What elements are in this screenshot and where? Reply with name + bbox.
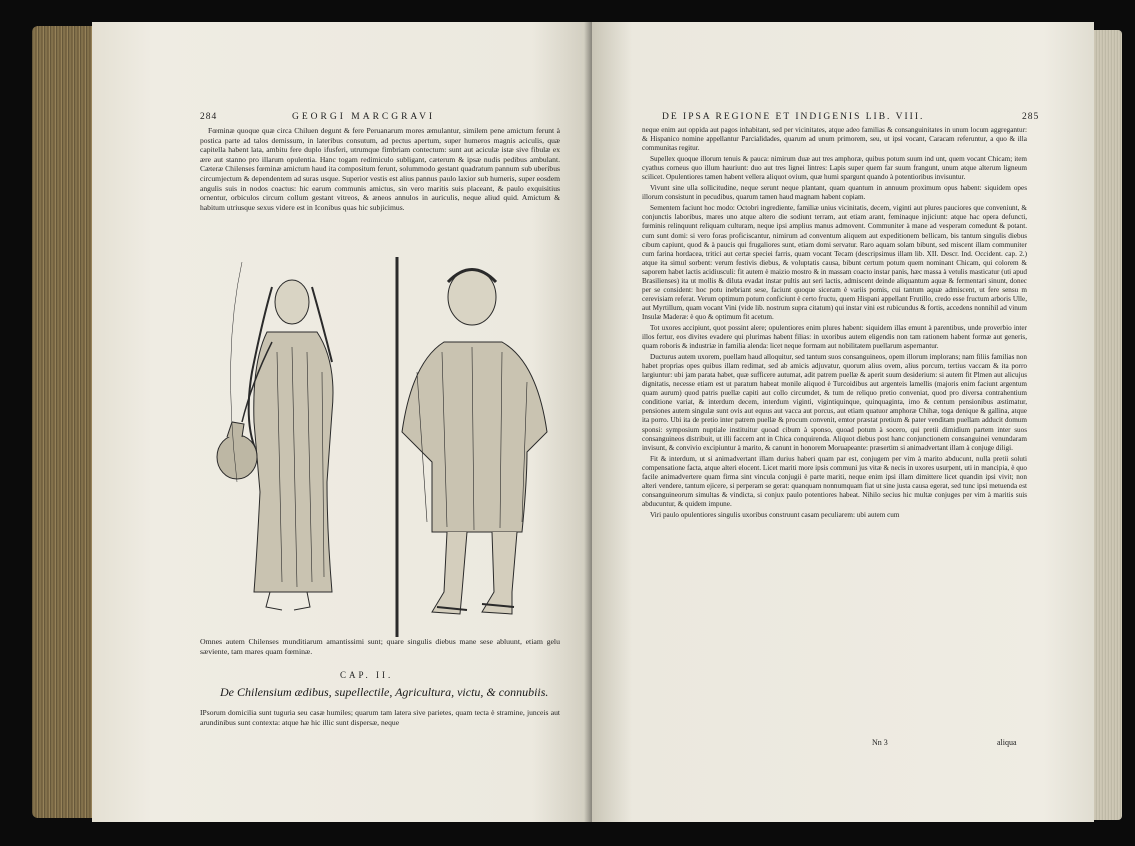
right-paragraph: Ducturus autem uxorem, puellam haud alloquitur, sed tantum suos consanguineos, opem illorum implorans; nam filiis familias non habet proprias opes quibus illam redimat, sed ab amicis adjuvatur, quorum alius ovem, alius porcum, tertius vaccam & ita porro largiuntur: ubi jam parata habet, quæ sufficere autumat, adit patrem puellæ & aperit suum desiderium: si autem fit Plmen aut alicujus dignitatis, necesse etiam est ut paratum habeat monile aliquod è Turcoidibus aut argenteis lamellis (majoris enim faciunt argentum quam aurum) quod patris puellæ capiti aut collo circumdet, & tum de reliquo pretio conveniat, quod pro diversa contrahentium conditione variat, & interdum decem, interdum viginti, vigintiquinque, quinquaginta, imo & centum pensionibus æstimatur, pensiones autem singulæ sunt ovis aut equus aut vacca aut porcus, aut etiam quatuor amphoræ Chihæ, toga denique & gallina, atque ita porro. Ubi ita de pretio inter patrem puellæ & procum convenit, emtor præstat pretium & pater venditam puellam adducit domum sponsi: symposium nuptiale instituitur quoad cibum à sponso, quoad potum à socero, qui pretii dimidium partem inter suos consanguineos distribuit, ut illi faccem ant in Chica conquirenda. Aliquot diebus post hanc conjunctionem consanguinei venundaram invisunt, & convivio excipiuntur à marito, & canunt in honorem Moruapeante: præsertim si animadvertant illam à conjuge diligi. <box>642 353 1027 452</box>
right-running-title: DE IPSA REGIONE ET INDIGENIS LIB. VIII. <box>662 112 925 122</box>
right-paragraph: Sementem faciunt hoc modo: Octobri ingrediente, familiæ unius vicinitatis, decem, viginti aut plures pauciores que conveniunt, & conjunctis laboribus, mares uno atque altero die sodiunt terram, aut etiam arant, feminaque injiciunt: atque hac opera defuncti, fœminis relinquunt reliquam culturam, neque ipsi amplius manus admovent. Communiter à mane ad vesperam comedunt & potant. cum sunt domi: si vero foras proficiscantur, nimirum ad conventum aliquem aut expeditionem bellicam, bis tantum singulis diebus cibum capiunt, quod & à paucis qui frugaliores sunt, etiam domi servatur. Raro aquam solam bibunt, sed miscent illam communiter cum farina hordacea, tritici aut certæ speciei farris, quam vocant Tecam (descripsimus illam lib. XII. Descr. Ind. Occident. cap. 2.) atque ita simul sorbent: verum festivis diebus, & voluptatis causa, bibunt certum potum quem nominant Chicam, qui colorem & saporem habet lactis acidiusculi: fit autem è maizio mostro & in massam coacto instar panis, hæc massa à vetulis masticatur (uti apud Brasilienses) ita ut mollis & diluta evadat instar pultis aut seri lactis, admiscent deinde aliquantum aquæ & fermentari sinunt, donec per se consident: hoc potu inebriant sese, faciunt quoque siceram è variis pomis, cui tantum aquæ admiscent, ut fere sensu m cerevisiam referat. Verum optimum potum conficiunt è certo fructu, quem Hispani appellant Frutillo, credo esse fructum arboris Ulle, aut Myrtillum, quam vocant Vini (vide lib. nostrum supra citatum) qui instar vini est rubicundus & fortis, accedens nonnihil ad vinum Insulæ Maderæ: è quo & optimum fit acetum. <box>642 204 1027 321</box>
right-paragraph: Tot uxores accipiunt, quot possint alere; opulentiores enim plures habent: siquidem illas emunt à parentibus, unde proverbio inter illos fertur, eos divites evadere qui plurimas habent filias: in uxoribus autem eligendis non tam rationem habent formæ aut generis, quam roboris & industriæ in familia alenda: licet neque formam aut nobilitatem puellarum aspernantur. <box>642 323 1027 351</box>
right-paragraph: Vivunt sine ulla sollicitudine, neque serunt neque plantant, quam quantum in annuum proximum opus habent: siquidem opes illorum consistunt in pecudibus, quarum tamen haud magnam habent copiam. <box>642 184 1027 202</box>
right-paragraph: Viri paulo opulentiores singulis uxoribus construunt casam peculiarem: ubi autem cum <box>650 510 900 519</box>
left-intro-text <box>200 126 560 226</box>
right-body-text <box>642 126 1027 734</box>
left-intro-paragraph: Fœminæ quoque quæ circa Chiluen degunt & fere Peruanarum mores æmulantur, similem pene amictum ferunt à postica parte ad talos demissum, in lateribus consutum, ad pectus apertum, super humeros magnis aciculis, quæ capitella habent lata, ambitu fere duplo ifusferi, utrumque fimbriam contectum: sunt aut aciculæ istæ sive fibulæ ex ære aut stanno pro illarum opulentia. Hanc togam redimiculo subligant, cæterum & ipsæ nudis pedibus ambulant. Cæteræ Chilenses fœminæ amictum haud ita compositum ferunt, solummodo gestant quadratum pannum sub uberibus circumjectum & dependentem ad suras usque. Superior vestis est alius pannus paulo laxior sub humeris, super eosdem angulis suis in nodos coactus: hic earum communis amictus, sin vero maritis suis placeant, & paulo exquisitius ornentur, orbiculos circum collum gestant vitreos, & æneos annulos in auriculis, neque aliud quid. Amictum & habitum utriusque sexus videre est in Iconibus quas hic subjicimus. <box>200 126 560 212</box>
woodcut-illustration-icon <box>182 232 572 637</box>
right-paragraph: neque enim aut oppida aut pagos inhabitant, sed per vicinitates, atque adeo familias & consanguinitates in unum locum aggregantur: & Hispanico nomine appellantur Parcialidades, quarum ad unum primorem, seu, ut ipsi vocant, Caracam referuntur, a quo & illa communitas regitur. <box>642 126 1027 153</box>
signature-mark: Nn 3 <box>872 738 888 747</box>
chapter-opening-paragraph: IPsorum domicilia sunt tuguria seu casæ humiles; quarum tam latera sive parietes, quam tecta è stramine, junceis aut arundinibus sunt contexta: atque hæ hic illic sunt dispersæ, neque <box>200 708 560 727</box>
right-page-number: 285 <box>1022 112 1040 122</box>
page-edges-right <box>1092 30 1122 820</box>
right-page <box>592 22 1094 822</box>
chapter-title: De Chilensium ædibus, supellectile, Agricultura, victu, & connubiis. <box>220 685 549 699</box>
plate-caption: Omnes autem Chilenses munditiarum amantissimi sunt; quare singulis diebus mane sese abluunt, etiam gelu sæviente, tam mares quam fœminæ. <box>200 637 560 656</box>
left-page <box>92 22 592 822</box>
chapter-text <box>200 708 560 744</box>
catchword: aliqua <box>997 738 1017 747</box>
chapter-label: CAP. II. <box>340 670 394 680</box>
left-running-title: GEORGI MARCGRAVI <box>292 112 436 122</box>
right-paragraph: Fit & interdum, ut si animadvertant illam durius haberi quam par est, conjugem per vim à marito abducunt, nulla pretii soluti compensatione facta, atque alteri elocent. Licet mariti more ipsis communi jus vitæ & necis in uxores usurpent, uti in mancipia, è quo facile animadvertere quam firma sint vincula conjugii è parte mariti, neque enim ipsi illam dimittere licet quandin ipsi vivit; non alteri vendere, tantum ejicere, si perperam se gerat: quanquam nonnumquam fiat ut sine justa causa egerat, sed tunc ipsi metuenda est consanguineorum simultas & vindicta, si conjux paulo potentiores habeat. Nihilo secius hic multæ conjuges per vim à maritis suis abducuntur, & quidem impune. <box>642 454 1027 508</box>
right-paragraph: Supellex quoque illorum tenuis & pauca: nimirum duæ aut tres amphoræ, quibus potum suum ind unt, quem vocant Chicam; item cyathus corneus quo illum hauriunt: duo aut tres lignei lintres: Lapis super quem far suum frangunt, unum atque alterum ligneum scilicet. Opulentiores tamen habent vellera aliquot ovium, quæ humi spargunt quando à potentioribus invisuntur. <box>642 155 1027 182</box>
left-page-number: 284 <box>200 112 218 122</box>
open-book <box>22 8 1122 836</box>
